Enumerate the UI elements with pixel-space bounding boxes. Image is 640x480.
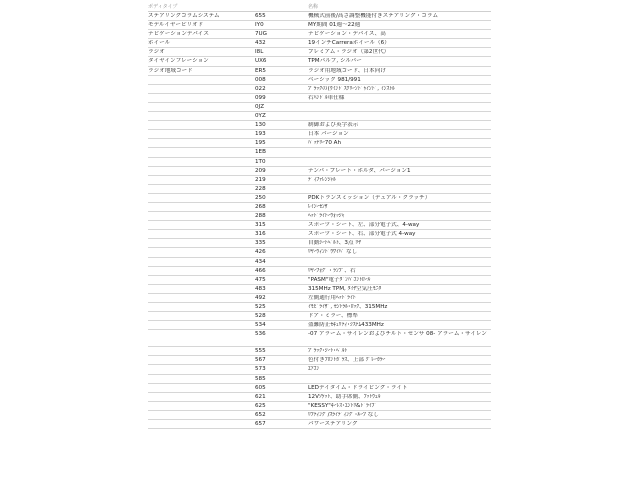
table-row	[148, 76, 491, 85]
row-name: 19インチCarreraホイール（6）	[308, 40, 390, 47]
table-row	[148, 321, 491, 330]
row-code: IY0	[255, 22, 264, 29]
row-code: 534	[255, 322, 266, 329]
table-row	[148, 402, 491, 411]
table-row	[148, 121, 491, 130]
row-code: 1EB	[255, 149, 266, 156]
table-row	[148, 112, 491, 121]
row-name: 日本 バージョン	[308, 131, 349, 138]
table-row	[148, 411, 491, 420]
table-row	[148, 285, 491, 294]
header-body-type: ボディタイプ	[148, 4, 178, 10]
row-category: タイヤインフレーション	[148, 58, 209, 65]
row-name: ﾘﾌﾃｨﾝｸﾞ/ｽﾗｲﾃﾞｨﾝｸﾞ･ﾙｰﾌ なし	[308, 411, 379, 418]
row-code: 492	[255, 294, 266, 301]
row-code: 426	[255, 249, 266, 256]
table-row	[148, 21, 491, 30]
row-name: ｲﾓﾋﾞﾗｲｻﾞ, ｾﾝﾄﾗﾙ･ﾛｯｸ、315MHz	[308, 304, 388, 310]
table-row	[148, 330, 491, 347]
row-name: 機械式前後/高さ調整機能付きステアリング・コラム	[308, 13, 439, 19]
row-name: 制御および英字表示	[308, 122, 359, 129]
table-row	[148, 85, 491, 94]
table-row	[148, 139, 491, 148]
row-code: 434	[255, 258, 266, 265]
row-name: スポーツ・シート、左、部分電子式、4-way	[308, 222, 420, 229]
row-code: 228	[255, 185, 266, 192]
row-name: 左側通行用ﾍｯﾄﾞﾗｲﾄ	[308, 294, 356, 301]
table-row	[148, 258, 491, 267]
row-code: 209	[255, 167, 266, 174]
row-code: 0YZ	[255, 113, 266, 120]
row-code: 0JZ	[255, 103, 265, 110]
header-name: 名称	[308, 4, 319, 10]
row-name: PDKトランスミッション（デュアル・クラッチ）	[308, 194, 431, 201]
row-code: 008	[255, 76, 266, 83]
row-name: -07 アラーム・サイレンおよびチルト・センサ 08- アラーム・サイレン	[308, 331, 487, 338]
table-row	[148, 57, 491, 66]
table-row	[148, 230, 491, 239]
row-name: プレミアム・ラジオ（第2世代）	[308, 49, 390, 56]
table-row	[148, 375, 491, 384]
row-code: 625	[255, 402, 266, 409]
row-name: ラジオ用地域コード、日本向け	[308, 67, 386, 74]
row-code: 288	[255, 213, 266, 220]
row-code: 585	[255, 375, 266, 382]
table-row	[148, 158, 491, 167]
row-name: スポーツ・シート、右、部分電子式 4-way	[308, 231, 416, 238]
row-name: ﾚｲﾝｰｾﾝｻ	[308, 203, 328, 210]
row-name: 自動ｼｰﾄﾍﾞﾙﾄ、3点 ﾘﾔ	[308, 240, 361, 247]
row-code: 195	[255, 140, 266, 147]
row-category: モデルイヤーピリオド	[148, 22, 204, 29]
row-category: ステアリングコラムシステム	[148, 13, 220, 19]
table-row	[148, 294, 491, 303]
row-name: ドア・ミラー、標準	[308, 313, 358, 320]
row-name: ﾌﾞﾗｯｸの(ｳｲﾝﾄﾞｽｸﾘｰﾝﾄﾞｩｲﾝﾄﾞ, ｲﾝｽﾄﾙ	[308, 85, 395, 92]
row-code: 652	[255, 411, 266, 418]
table-header	[148, 2, 491, 11]
table-row	[148, 420, 491, 429]
row-name: ﾘﾔｰﾌｫｸﾞ・ﾗﾝﾌﾟ、右	[308, 267, 356, 274]
row-code: 528	[255, 313, 266, 320]
row-name: 315MHz TPM, ﾀｲﾔ空気圧ﾓﾆﾀ	[308, 285, 382, 292]
row-name: ベーシック 981/991	[308, 76, 361, 83]
row-name: ﾌﾞﾗｯｸ･ｼｰﾄ･ﾍﾞﾙﾄ	[308, 348, 348, 355]
row-category: ラジオ地域コード	[148, 67, 193, 74]
row-code: 573	[255, 366, 266, 373]
table-row	[148, 384, 491, 393]
row-name: TPMバルブ, シルバー	[308, 58, 362, 65]
row-name: ﾃﾞｨﾌｧﾚﾝｼｬﾙ	[308, 176, 336, 183]
table-row	[148, 203, 491, 212]
row-name: 盗難防止ｾｷｭﾘﾃｨ･ｼｽﾃﾑ433MHz	[308, 322, 384, 329]
row-code: 219	[255, 176, 266, 183]
row-code: 316	[255, 231, 266, 238]
table-row	[148, 12, 491, 21]
row-code: 193	[255, 131, 266, 138]
table-row	[148, 30, 491, 39]
table-row	[148, 39, 491, 48]
row-code: 466	[255, 267, 266, 274]
table-row	[148, 185, 491, 194]
table-row	[148, 267, 491, 276]
table-row	[148, 276, 491, 285]
row-code: 475	[255, 276, 266, 283]
row-code: 1T0	[255, 158, 266, 165]
row-code: 525	[255, 304, 266, 310]
row-name: ﾍｯﾄﾞﾗｲﾄｰｳｫｯｼｬ	[308, 213, 345, 220]
row-category: ホイール	[148, 40, 171, 47]
row-name: パワーステアリング	[308, 421, 358, 428]
row-code: 022	[255, 85, 266, 92]
table-row	[148, 393, 491, 402]
table-row	[148, 212, 491, 221]
table-row	[148, 67, 491, 76]
row-code: 536	[255, 331, 266, 338]
table-row	[148, 221, 491, 230]
table-row	[148, 48, 491, 57]
row-name: 12Vｿｹｯﾄ、助手席側、ﾌｯﾄｳｪﾙ	[308, 393, 381, 400]
table-row	[148, 239, 491, 248]
option-code-table	[148, 2, 491, 429]
row-code: UX6	[255, 58, 267, 65]
table-row	[148, 248, 491, 257]
row-code: 483	[255, 285, 266, 292]
table-row	[148, 130, 491, 139]
row-category: ラジオ	[148, 49, 165, 56]
row-code: 432	[255, 40, 266, 47]
row-name: ﾘﾔｰｳｨﾝﾄﾞｳﾜｲﾊﾟ なし	[308, 249, 358, 256]
row-code: 315	[255, 222, 266, 229]
row-name: 右ﾊﾝﾄﾞﾙ車仕様	[308, 94, 345, 101]
table-body	[148, 11, 491, 429]
table-row	[148, 103, 491, 112]
row-name: ナビゲーション・デバイス、高	[308, 31, 386, 38]
row-name: 色付きﾌﾛﾝﾄｶﾞﾗｽ、上部 ｸﾞﾚｰｶﾗｰ	[308, 357, 386, 364]
table-row	[148, 167, 491, 176]
row-code: 250	[255, 194, 266, 201]
row-name: "KESSY"ｷｰﾚｽ･ｴﾝﾄﾘ&ﾄﾞﾗｲﾌﾞ	[308, 402, 378, 409]
row-category: ナビゲーションデバイス	[148, 31, 209, 38]
row-code: ER5	[255, 67, 266, 74]
row-code: 335	[255, 240, 266, 247]
row-code: 605	[255, 384, 266, 391]
table-row	[148, 176, 491, 185]
table-row	[148, 148, 491, 157]
table-row	[148, 347, 491, 356]
row-code: 130	[255, 122, 266, 129]
table-row	[148, 312, 491, 321]
table-row	[148, 194, 491, 203]
row-code: 567	[255, 357, 266, 364]
row-code: 655	[255, 13, 266, 19]
table-row	[148, 94, 491, 103]
row-code: 657	[255, 421, 266, 428]
row-code: 099	[255, 94, 266, 101]
row-code: 268	[255, 203, 266, 210]
row-code: 621	[255, 393, 266, 400]
table-row	[148, 365, 491, 374]
row-name: ナンバ・プレート・ホルダ、バージョン1	[308, 167, 411, 174]
row-code: 7UG	[255, 31, 267, 38]
row-name: "PASM"電子ﾀﾞﾝﾊﾟｺﾝﾄﾛｰﾙ	[308, 276, 371, 283]
row-name: MY期間 01週〜22週	[308, 22, 361, 29]
row-code: I8L	[255, 49, 264, 56]
table-row	[148, 356, 491, 365]
row-code: 555	[255, 348, 266, 355]
row-name: LEDデイタイム・ドライビング・ライト	[308, 384, 408, 391]
row-name: ｴｱｺﾝ	[308, 366, 320, 373]
row-name: ﾊﾞｯﾃﾘｰ70 Ah	[308, 140, 342, 147]
table-row	[148, 303, 491, 312]
